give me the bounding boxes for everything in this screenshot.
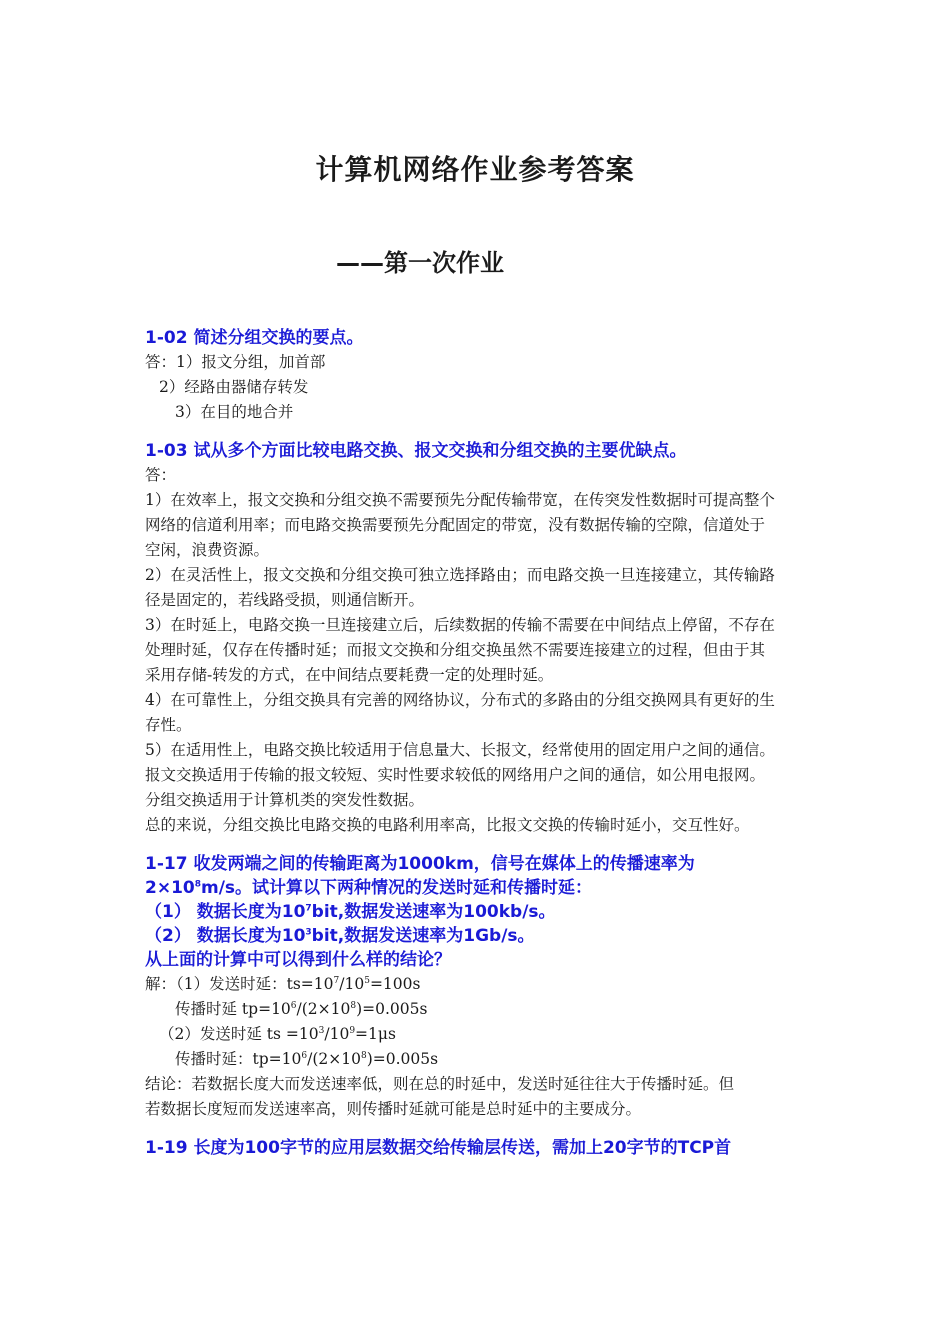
- answer-line: 径是固定的，若线路受损，则通信断开。: [145, 591, 425, 609]
- question-1-17-line: $2\times 10^8m/s$。试计算以下两种情况的发送时延和传播时延：: [145, 878, 593, 898]
- answer-line: 5）在适用性上，电路交换比较适用于信息量大、长报文，经常使用的固定用户之间的通信。: [145, 741, 775, 759]
- answer-line: 空闲，浪费资源。: [145, 541, 270, 559]
- answer-line: 答：1）报文分组，加首部: [145, 353, 326, 371]
- answer-line: 存性。: [145, 716, 192, 734]
- document-body: [145, 326, 810, 1160]
- question-1-17-line: （1） 数据长度为$10^7bit$,数据发送速率为100kb/s。: [145, 902, 556, 922]
- question-1-17-line: （2） 数据长度为$10^3bit$,数据发送速率为1Gb/s。: [145, 926, 535, 946]
- answer-line: 处理时延，仅存在传播时延；而报文交换和分组交换虽然不需要连接建立的过程，但由于其: [145, 641, 766, 659]
- question-1-03: 1-03 试从多个方面比较电路交换、报文交换和分组交换的主要优缺点。: [145, 441, 687, 461]
- spacer: [145, 425, 810, 439]
- answer-line: 报文交换适用于传输的报文较短、实时性要求较低的网络用户之间的通信，如公用电报网。: [145, 766, 766, 784]
- solution-line: 传播时延：$tp=10^6/(2\times 10^8)=0.005s$: [175, 1050, 439, 1068]
- answer-line: 3）在目的地合并: [175, 403, 294, 421]
- conclusion-line: 若数据长度短而发送速率高，则传播时延就可能是总时延中的主要成分。: [145, 1100, 642, 1118]
- spacer: [145, 838, 810, 852]
- spacer: [145, 1122, 810, 1136]
- solution-line: 解：（1）发送时延：$ts=10^7/10^5=100s$: [145, 975, 421, 993]
- answer-line: 2）在灵活性上，报文交换和分组交换可独立选择路由；而电路交换一旦连接建立，其传输路: [145, 566, 775, 584]
- question-1-02: 1-02 简述分组交换的要点。: [145, 328, 364, 348]
- question-1-17-line: 1-17 收发两端之间的传输距离为1000km，信号在媒体上的传播速率为: [145, 854, 695, 874]
- answer-line: 1）在效率上，报文交换和分组交换不需要预先分配传输带宽，在传突发性数据时可提高整个: [145, 491, 775, 509]
- answer-line: 3）在时延上，电路交换一旦连接建立后，后续数据的传输不需要在中间结点上停留，不存在: [145, 616, 775, 634]
- answer-line: 2）经路由器储存转发: [159, 378, 309, 396]
- answer-line: 4）在可靠性上，分组交换具有完善的网络协议，分布式的多路由的分组交换网具有更好的生: [145, 691, 775, 709]
- answer-label: 答：: [145, 466, 177, 484]
- document-subtitle: ——第一次作业: [336, 249, 504, 277]
- question-1-17-line: 从上面的计算中可以得到什么样的结论？: [145, 950, 451, 970]
- answer-line: 采用存储-转发的方式，在中间结点要耗费一定的处理时延。: [145, 666, 554, 684]
- solution-line: （2）发送时延 ts $=10^3/10^9=1\mu s$: [159, 1025, 396, 1043]
- document-title: 计算机网络作业参考答案: [315, 153, 635, 186]
- answer-line: 总的来说，分组交换比电路交换的电路利用率高，比报文交换的传输时延小，交互性好。: [145, 816, 750, 834]
- question-1-19: 1-19 长度为100字节的应用层数据交给传输层传送，需加上20字节的TCP首: [145, 1138, 732, 1158]
- answer-line: 分组交换适用于计算机类的突发性数据。: [145, 791, 425, 809]
- solution-line: 传播时延 $tp=10^6/(2\times 10^8)=0.005s$: [175, 1000, 428, 1018]
- answer-line: 网络的信道利用率；而电路交换需要预先分配固定的带宽，没有数据传输的空隙，信道处于: [145, 516, 766, 534]
- conclusion-line: 结论：若数据长度大而发送速率低，则在总的时延中，发送时延往往大于传播时延。但: [145, 1075, 735, 1093]
